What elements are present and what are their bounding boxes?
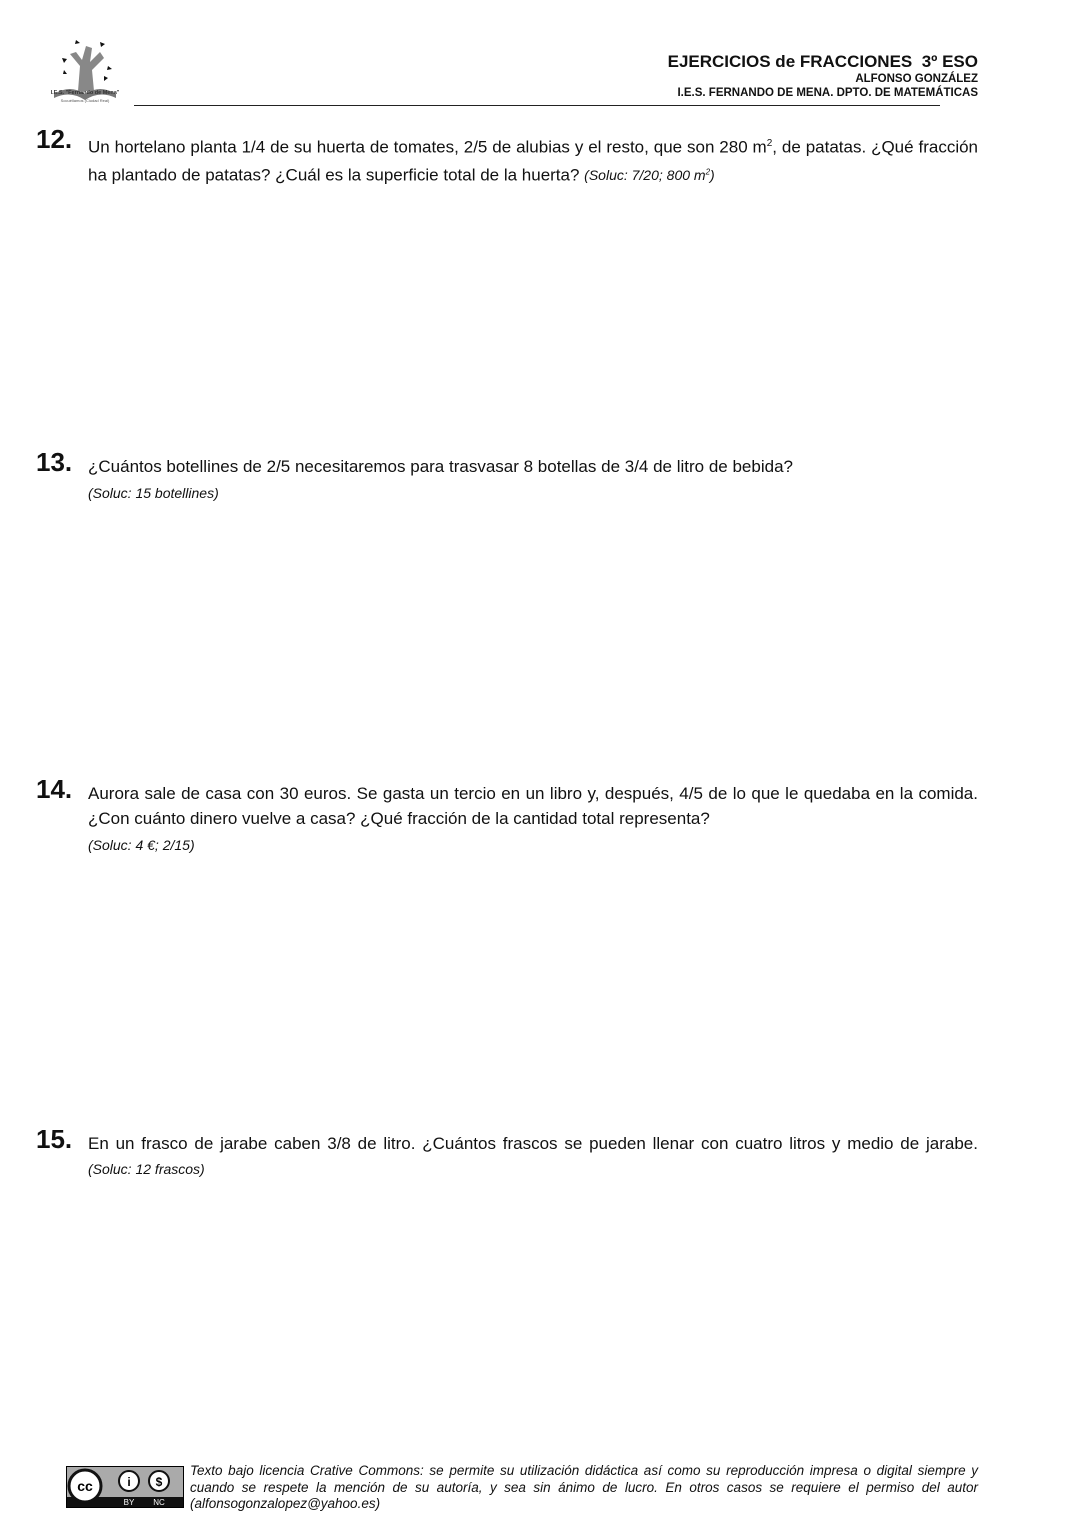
problem-number: 12. (36, 124, 73, 154)
solution: (Soluc: 15 botellines) (88, 485, 219, 501)
problem-text: , de patatas. ¿Qué fracción ha plantado de patatas? ¿Cuál es la superficie total de la huerta? (88, 137, 979, 185)
superscript: 2 (766, 138, 773, 149)
document-title: EJERCICIOS de FRACCIONES 3º ESO (667, 52, 978, 71)
problem-13 (36, 447, 978, 506)
svg-text:i: i (127, 1475, 131, 1489)
problem-number: 13. (36, 447, 73, 477)
problem-15 (36, 1124, 978, 1182)
logo-subtext: Socuéllamos (Ciudad Real) (60, 98, 110, 103)
superscript: 2 (705, 167, 711, 177)
solution-text: (Soluc: 7/20; 800 m (584, 167, 706, 184)
logo-text: I.E.S. "Fernando de Mena" (50, 90, 120, 96)
header-divider (134, 105, 940, 106)
solution (584, 167, 715, 183)
license-text: Texto bajo licencia Crative Commons: se permite su utilización didáctica así como su reproducción impresa o digital siempre y cuando se respete la mención de su autoría, y sea sin ánimo de lucro. En otros casos se requiere el permiso del autor (alfonsogonzalopez@yahoo.es) (190, 1463, 978, 1511)
badge-cc: cc (77, 1478, 93, 1494)
problem-text: Aurora sale de casa con 30 euros. Se gasta un tercio en un libro y, después, 4/5 de lo que le quedaba en la comida. ¿Con cuánto dinero vuelve a casa? ¿Qué fracción de la cantidad total representa? (88, 784, 978, 828)
problem-12 (36, 124, 979, 188)
problem-14 (36, 774, 978, 858)
solution: (Soluc: 4 €; 2/15) (88, 837, 195, 853)
problem-number: 14. (36, 774, 73, 804)
badge-nc: NC (153, 1498, 165, 1507)
problem-number: 15. (36, 1124, 73, 1154)
solution-text: ) (710, 167, 715, 184)
creative-commons-by-nc-badge-icon (66, 1466, 184, 1508)
author: ALFONSO GONZÁLEZ (855, 73, 978, 85)
solution: (Soluc: 12 frascos) (88, 1161, 205, 1177)
svg-text:$: $ (155, 1475, 163, 1489)
school-department: I.E.S. FERNANDO DE MENA. DPTO. DE MATEMÁTICAS (677, 87, 978, 99)
problem-text: Un hortelano planta 1/4 de su huerta de tomates, 2/5 de alubias y el resto, que son 280 m (88, 137, 767, 157)
problem-text: En un frasco de jarabe caben 3/8 de litro. ¿Cuántos frascos se pueden llenar con cuatro litros y medio de jarabe. (88, 1134, 978, 1153)
badge-by: BY (123, 1498, 135, 1507)
problem-text: ¿Cuántos botellines de 2/5 necesitaremos para trasvasar 8 botellas de 3/4 de litro de bebida? (88, 457, 793, 476)
